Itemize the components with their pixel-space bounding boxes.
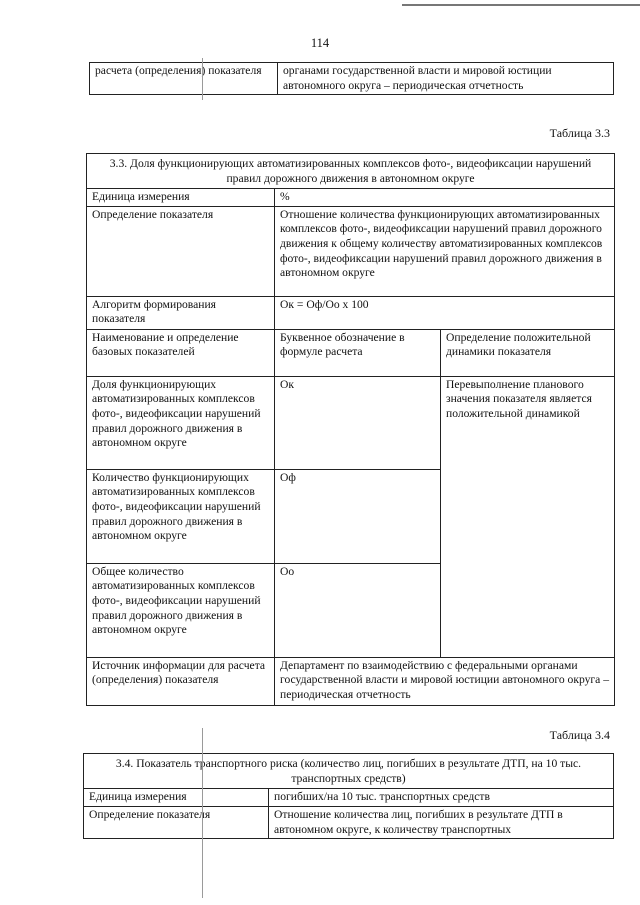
definition-label: Определение показателя [87,206,275,296]
definition-label: Определение показателя [84,807,269,839]
source-label: Источник информации для расчета (определения) показателя [87,657,275,705]
table-row [87,329,615,376]
table-3-4-caption: Таблица 3.4 [549,728,610,742]
page-number: 114 [310,36,330,50]
table-row [84,754,614,789]
scan-edge-rule [402,4,640,6]
table-row [87,206,615,296]
table-3-4 [83,753,614,839]
base-header-dynamics: Определение положительной динамики показателя [441,329,615,376]
unit-value: % [275,189,615,207]
table-3-3 [86,153,615,706]
scan-fold-line [202,728,203,898]
definition-value: Отношение количества лиц, погибших в результате ДТП в автономном округе, к количеству транспортных [269,807,614,839]
algorithm-formula: Ок = Оф/Оо х 100 [275,296,615,329]
table-3-3-title: 3.3. Доля функционирующих автоматизированных комплексов фото-, видеофиксации нарушений правил дорожного движения в автономном округе [87,154,615,189]
dynamics-value: Перевыполнение планового значения показателя является положительной динамикой [441,376,615,657]
unit-value: погибших/на 10 тыс. транспортных средств [269,789,614,807]
continuation-label-cell: расчета (определения) показателя [90,63,278,95]
table-row [84,789,614,807]
source-value: Департамент по взаимодействию с федеральными органами государственной власти и мировой юстиции автономного округа – периодическая отчетность [275,657,615,705]
base-row-symbol: Оо [275,563,441,657]
table-3-4-title: 3.4. Показатель транспортного риска (количество лиц, погибших в результате ДТП, на 10 тыс. транспортных средств) [84,754,614,789]
table-row [87,376,615,469]
table-row [90,63,614,95]
table-row [87,189,615,207]
unit-label: Единица измерения [87,189,275,207]
base-row-name: Количество функционирующих автоматизированных комплексов фото-, видеофиксации нарушений правил дорожного движения в автономном округе [87,469,275,563]
base-row-symbol: Ок [275,376,441,469]
base-header-symbol: Буквенное обозначение в формуле расчета [275,329,441,376]
continuation-table [89,62,614,95]
unit-label: Единица измерения [84,789,269,807]
base-row-symbol: Оф [275,469,441,563]
continuation-value-cell: органами государственной власти и мировой юстиции автономного округа – периодическая отчетность [278,63,614,95]
definition-value: Отношение количества функционирующих автоматизированных комплексов фото-, видеофиксации нарушений правил дорожного движения к общему количеству автоматизированных комплексов фото-, видеофиксации нарушений правил дорожного движения в автономном округе [275,206,615,296]
base-row-name: Общее количество автоматизированных комплексов фото-, видеофиксации нарушений правил дорожного движения в автономном округе [87,563,275,657]
scan-fold-line [202,58,203,100]
table-row [84,807,614,839]
table-row [87,657,615,705]
table-row [87,154,615,189]
base-header-name: Наименование и определение базовых показателей [87,329,275,376]
table-row [87,296,615,329]
algorithm-label: Алгоритм формирования показателя [87,296,275,329]
table-3-3-caption: Таблица 3.3 [549,126,610,140]
base-row-name: Доля функционирующих автоматизированных комплексов фото-, видеофиксации нарушений правил дорожного движения в автономном округе [87,376,275,469]
